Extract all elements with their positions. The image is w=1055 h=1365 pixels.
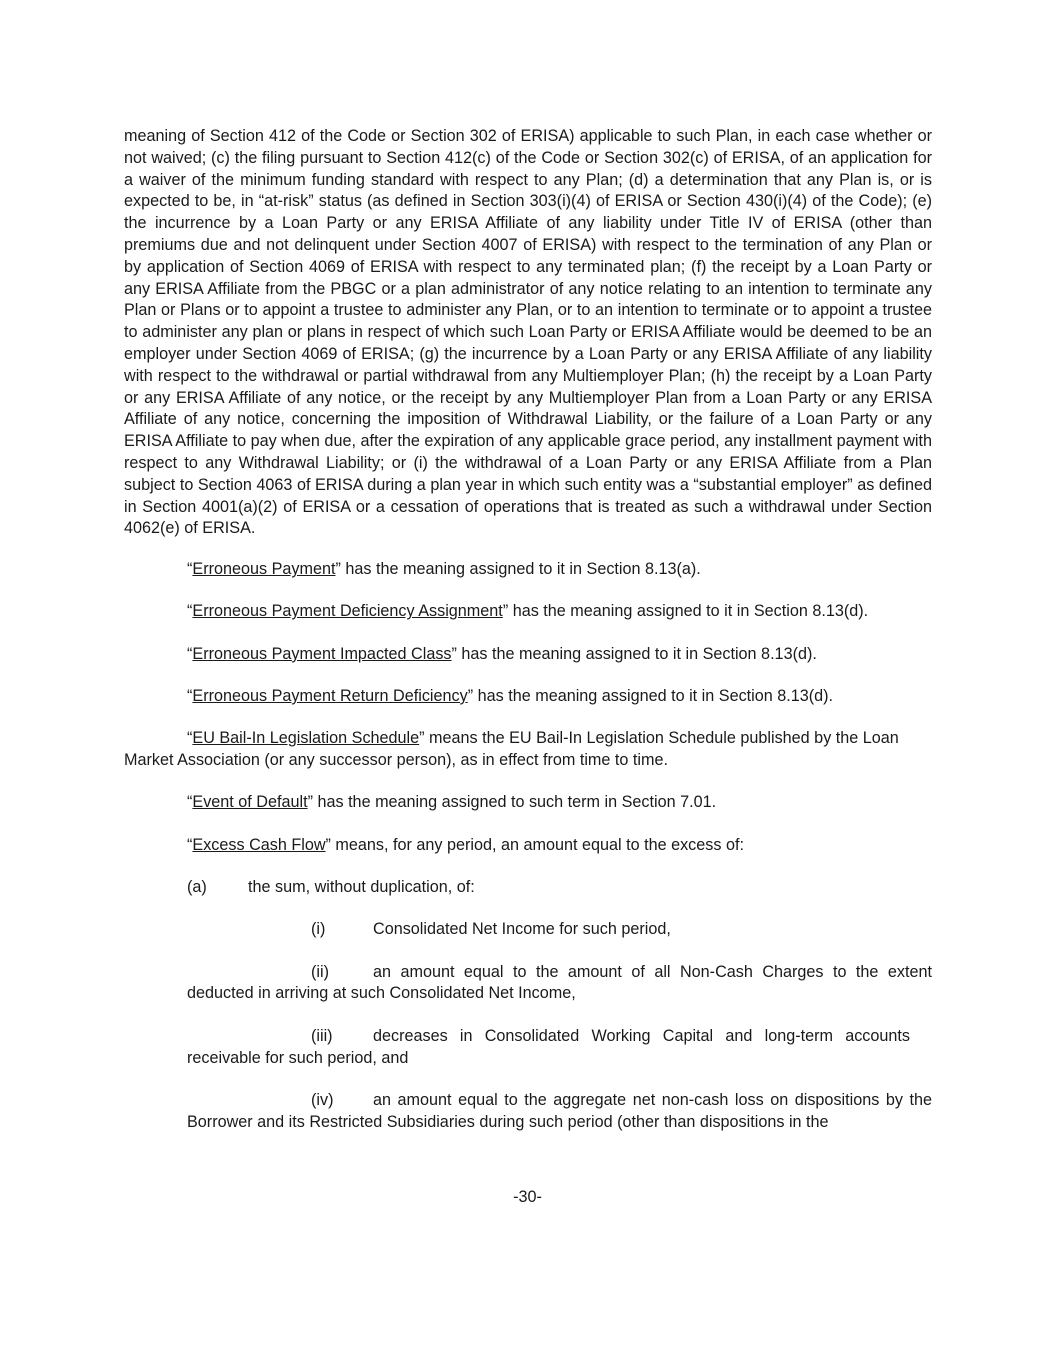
defined-term: Erroneous Payment Return Deficiency bbox=[192, 687, 468, 706]
sub-item-text: an amount equal to the amount of all Non-Cash Charges to the extent deducted in arriving at such Consolidated Net Income, bbox=[187, 962, 932, 1003]
document-page bbox=[124, 126, 932, 1133]
sub-item-ii bbox=[187, 962, 932, 1006]
close-quote: ” bbox=[307, 793, 313, 812]
defined-term: Excess Cash Flow bbox=[192, 835, 326, 854]
definition-text: means, for any period, an amount equal to the excess of: bbox=[330, 835, 744, 854]
intro-paragraph: meaning of Section 412 of the Code or Section 302 of ERISA) applicable to such Plan, in each case whether or not waived; (c) the filing pursuant to Section 412(c) of the Code or Section 302(c) of ERISA, of an application for a waiver of the minimum funding standard with respect to any Plan; (d) a determination that any Plan is, or is expected to be, in “at-risk” status (as defined in Section 303(i)(4) of ERISA or Section 430(i)(4) of the Code); (e) the incurrence by a Loan Party or any ERISA Affiliate of any liability under Title IV of ERISA (other than premiums due and not delinquent under Section 4007 of ERISA) with respect to the termination of any Plan or by application of Section 4069 of ERISA with respect to any terminated plan; (f) the receipt by a Loan Party or any ERISA Affiliate from the PBGC or a plan administrator of any notice relating to an intention to terminate any Plan or Plans or to appoint a trustee to administer any Plan, or to an intention to terminate or to appoint a trustee to administer any plan or plans in respect of which such Loan Party or ERISA Affiliate would be deemed to be an employer under Section 4069 of ERISA; (g) the incurrence by a Loan Party or any ERISA Affiliate of any liability with respect to the withdrawal or partial withdrawal from any Multiemployer Plan; (h) the receipt by a Loan Party or any ERISA Affiliate of any notice, or the receipt by any Multiemployer Plan from a Loan Party or any ERISA Affiliate of any notice, concerning the imposition of Withdrawal Liability, or the failure of a Loan Party or any ERISA Affiliate to pay when due, after the expiration of any applicable grace period, any installment payment with respect to any Withdrawal Liability; or (i) the withdrawal of a Loan Party or any ERISA Affiliate from a Plan subject to Section 4063 of ERISA during a plan year in which such entity was a “substantial employer” as defined in Section 4001(a)(2) of ERISA or a cessation of operations that is treated as such a withdrawal under Section 4062(e) of ERISA. bbox=[124, 127, 932, 538]
clause-label: (a) bbox=[187, 878, 207, 897]
defined-term: Erroneous Payment bbox=[192, 560, 336, 579]
definition-erroneous-payment-deficiency-assignment bbox=[124, 601, 932, 623]
sub-item-text: Consolidated Net Income for such period, bbox=[373, 920, 671, 939]
definition-text: has the meaning assigned to it in Section 8.13(d). bbox=[508, 602, 869, 621]
sub-item-label: (i) bbox=[311, 920, 326, 939]
definition-erroneous-payment-return-deficiency bbox=[124, 686, 932, 708]
close-quote: ” bbox=[502, 602, 509, 621]
sub-item-label: (iii) bbox=[311, 1026, 333, 1045]
close-quote: ” bbox=[325, 835, 331, 854]
defined-term: EU Bail-In Legislation Schedule bbox=[192, 729, 420, 748]
open-quote: “ bbox=[187, 835, 193, 854]
definition-excess-cash-flow bbox=[124, 835, 932, 857]
sub-item-iv bbox=[187, 1090, 932, 1134]
open-quote: “ bbox=[187, 729, 193, 748]
definition-text: has the meaning assigned to it in Section 8.13(d). bbox=[456, 644, 817, 663]
definition-event-of-default bbox=[124, 792, 932, 814]
definition-text: has the meaning assigned to it in Section 8.13(a). bbox=[340, 560, 701, 579]
close-quote: ” bbox=[467, 687, 474, 706]
clause-a bbox=[124, 877, 932, 899]
defined-term: Erroneous Payment Impacted Class bbox=[192, 644, 452, 663]
close-quote: ” bbox=[335, 560, 341, 579]
definition-erroneous-payment-impacted-class bbox=[124, 644, 932, 666]
definition-text: has the meaning assigned to it in Section 8.13(d). bbox=[473, 687, 834, 706]
sub-item-i bbox=[187, 919, 932, 941]
defined-term: Erroneous Payment Deficiency Assignment bbox=[192, 602, 503, 621]
open-quote: “ bbox=[187, 560, 193, 579]
defined-term: Event of Default bbox=[192, 793, 308, 812]
definition-erroneous-payment bbox=[124, 559, 932, 581]
definition-text: means the EU Bail-In Legislation Schedule published by the Loan Market Association (or any successor person), as in effect from time to time. bbox=[124, 729, 899, 770]
open-quote: “ bbox=[187, 687, 193, 706]
page-number: -30- bbox=[513, 1188, 542, 1206]
sub-item-label: (ii) bbox=[311, 962, 329, 981]
definition-eu-bail-in-legislation-schedule bbox=[124, 728, 932, 772]
sub-item-iii bbox=[187, 1026, 910, 1070]
open-quote: “ bbox=[187, 644, 193, 663]
definition-text: has the meaning assigned to such term in Section 7.01. bbox=[312, 793, 717, 812]
sub-item-text: decreases in Consolidated Working Capital and long-term accounts receivable for such period, and bbox=[187, 1026, 910, 1067]
open-quote: “ bbox=[187, 793, 193, 812]
sub-item-label: (iv) bbox=[311, 1090, 334, 1109]
clause-text: the sum, without duplication, of: bbox=[248, 878, 475, 897]
open-quote: “ bbox=[187, 602, 193, 621]
close-quote: ” bbox=[419, 729, 425, 748]
sub-item-text: an amount equal to the aggregate net non-cash loss on dispositions by the Borrower and its Restricted Subsidiaries during such period (other than dispositions in the bbox=[187, 1090, 932, 1131]
close-quote: ” bbox=[451, 644, 457, 663]
